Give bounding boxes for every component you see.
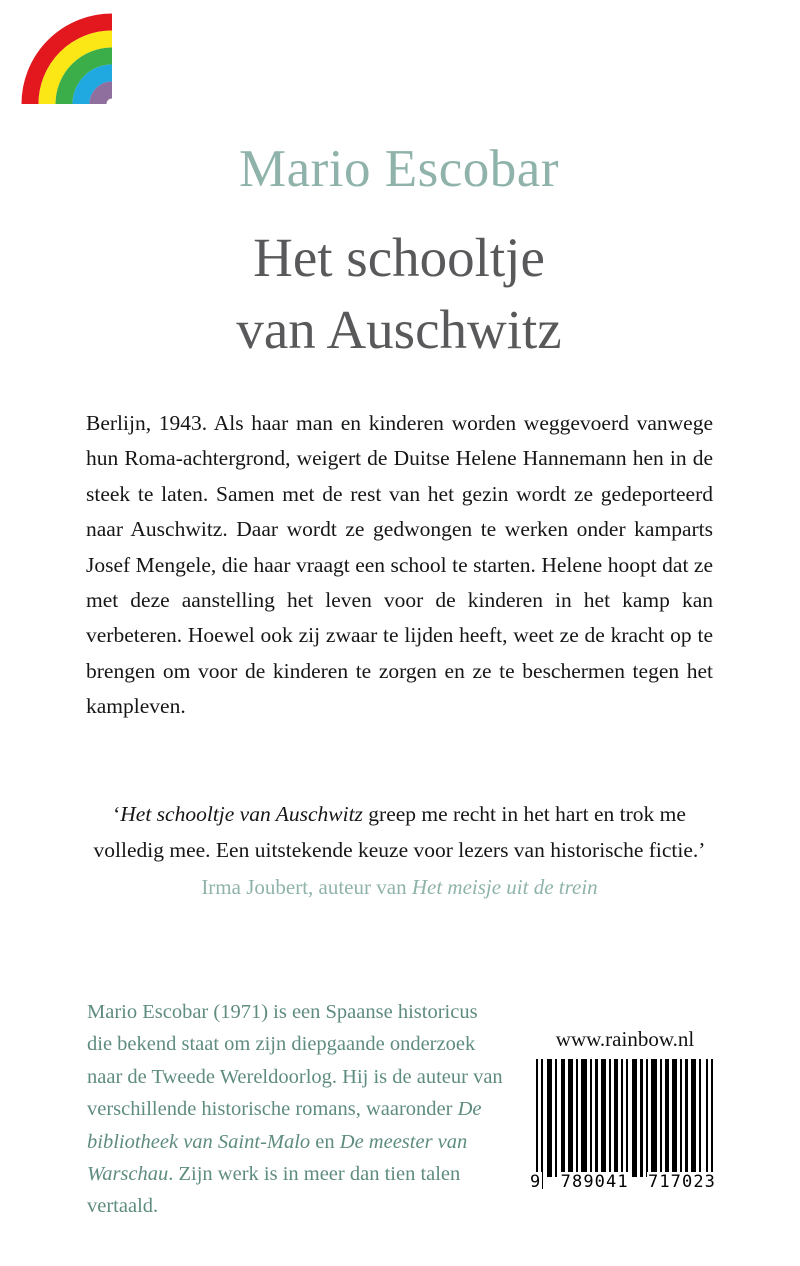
blurb-text: Berlijn, 1943. Als haar man en kinderen worden weggevoerd vanwege hun Roma-achtergrond, weigert de Duitse Helene Hannemann hen in de steek te laten. Samen met de rest van het gezin wordt ze gedeporteerd naar Auschwitz. Daar wordt ze gedwongen te werken onder kamparts Josef Mengele, die haar vraagt een school te starten. Helene hoopt dat ze met deze aanstelling het leven voor de kinderen in het kamp kan verbeteren. Hoewel ook zij zwaar te lijden heeft, weet ze de kracht op te brengen om voor de kinderen te zorgen en ze te beschermen tegen het kampleven. [86, 411, 713, 719]
title-line-2: van Auschwitz [236, 298, 562, 360]
bio-work-1: De bibliotheek van Saint-Malo [87, 1098, 482, 1153]
quote-open-mark: ‘ [113, 802, 121, 826]
pull-quote [86, 797, 713, 904]
title-line-1: Het schooltje [253, 227, 545, 288]
page-title [86, 222, 712, 365]
bio-text-3: . Zijn werk is in meer dan tien talen vertaald. [87, 1163, 461, 1218]
isbn-barcode [528, 1059, 722, 1192]
quote-cited-title: Het schooltje van Auschwitz [120, 802, 363, 826]
quote-source-title: Het meisje uit de trein [411, 875, 598, 900]
author-name: Mario Escobar [239, 140, 559, 198]
pull-quote-text [86, 797, 713, 868]
author-bio [87, 996, 507, 1223]
bio-text-2: en [310, 1130, 340, 1153]
bio-text-1: Mario Escobar (1971) is een Spaanse historicus die bekend staat om zijn diepgaande onderzoek naar de Tweede Wereldoorlog. Hij is de auteur van verschillende historische romans, waaronder [87, 1001, 503, 1121]
rainbow-arc-icon [0, 0, 118, 104]
publisher-website: www.rainbow.nl [555, 1027, 695, 1051]
isbn-group-right: 717023 [647, 1172, 716, 1192]
footer-barcode-area [512, 1026, 738, 1192]
quote-source-prefix: Irma Joubert, auteur van [201, 875, 412, 900]
bio-work-2: De meester van Warschau [87, 1130, 468, 1186]
isbn-check-digit: 9 [530, 1172, 542, 1192]
isbn-group-left: 789041 [560, 1172, 629, 1192]
pull-quote-source [86, 871, 713, 904]
isbn-digits [528, 1170, 722, 1192]
publisher-logo [0, 0, 118, 104]
quote-body: greep me recht in het hart en trok me volledig mee. Een uitstekende keuze voor lezers van historische fictie.’ [93, 802, 706, 862]
